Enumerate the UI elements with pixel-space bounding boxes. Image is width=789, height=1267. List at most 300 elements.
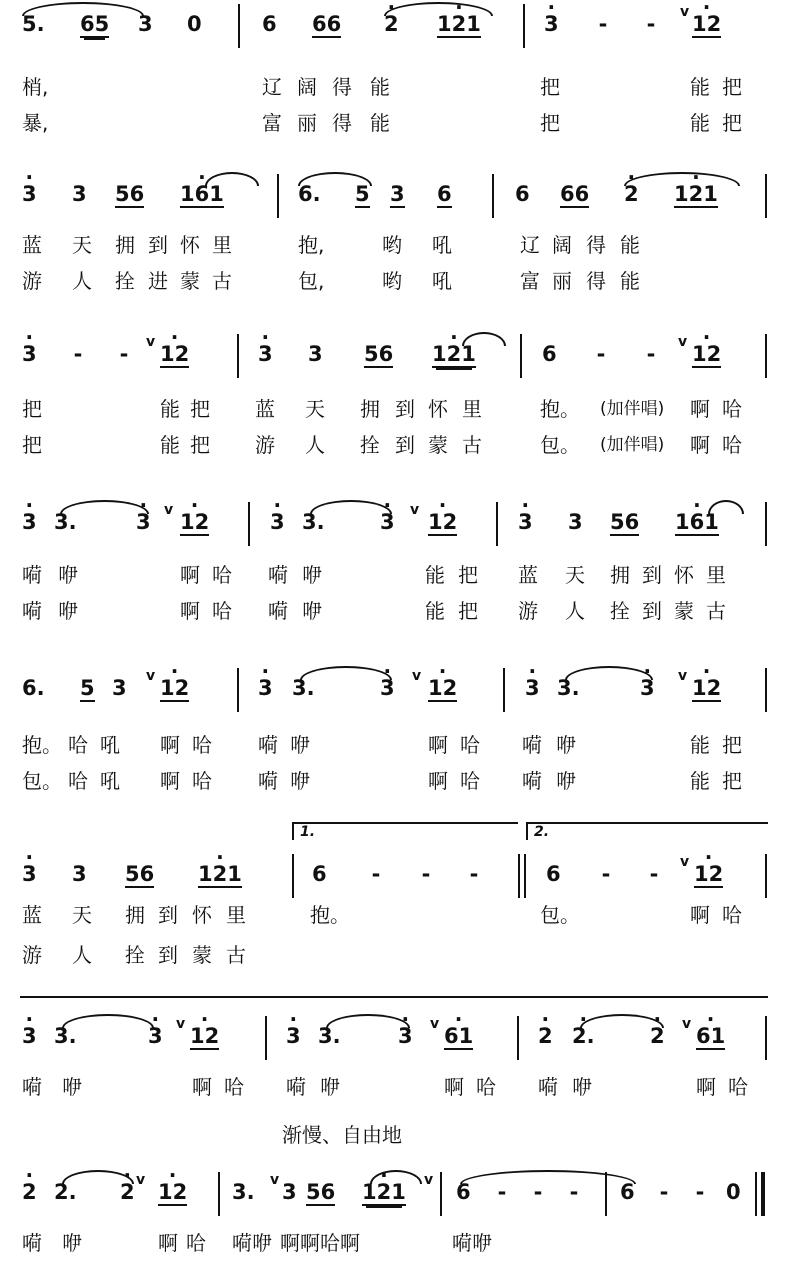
lyric: 咿 xyxy=(320,1075,340,1099)
lyric: 蒙 xyxy=(428,433,448,457)
note: · 12 xyxy=(694,862,723,888)
lyric: 游 xyxy=(22,943,42,967)
note: 6 xyxy=(515,182,530,206)
lyric: 啊 xyxy=(428,769,448,793)
note: · 3 xyxy=(380,510,395,534)
lyric: 咿 xyxy=(58,563,78,587)
lyric: 吼 xyxy=(432,269,452,293)
lyric: 嗬 xyxy=(22,599,42,623)
lyric: 啊 xyxy=(690,903,710,927)
note: · 12 xyxy=(158,1180,187,1206)
breath-mark: v xyxy=(412,668,422,684)
lyric: 把 xyxy=(722,75,742,99)
lyric: 拴 xyxy=(610,599,630,623)
note: 6 xyxy=(456,1180,471,1204)
lyric: 吼 xyxy=(432,233,452,257)
final-barline-thick xyxy=(761,1172,765,1216)
lyric: 把 xyxy=(190,397,210,421)
slur xyxy=(384,2,493,16)
lyric: 拥 xyxy=(360,397,380,421)
note: · 3 xyxy=(518,510,533,534)
lyric: 阔 xyxy=(552,233,572,257)
note: - xyxy=(659,1180,669,1204)
note: · 2 xyxy=(120,1180,135,1204)
lyric: 游 xyxy=(22,269,42,293)
lyric: 啊 xyxy=(428,733,448,757)
note: - xyxy=(569,1180,579,1204)
note: - xyxy=(371,862,381,886)
lyric: 把 xyxy=(722,733,742,757)
lyric: 富 xyxy=(262,111,282,135)
lyric: 啊 xyxy=(192,1075,212,1099)
slur xyxy=(462,332,506,346)
notation-row xyxy=(0,1168,789,1218)
notation-row xyxy=(0,330,789,380)
note: · 2 xyxy=(384,12,399,36)
note: 6. xyxy=(22,676,45,700)
notation-row xyxy=(0,850,789,900)
lyric: 咿 xyxy=(572,1075,592,1099)
note: - xyxy=(598,12,608,36)
lyric: 哈 xyxy=(212,599,232,623)
lyric: 到 xyxy=(395,397,415,421)
lyric: 拥 xyxy=(125,903,145,927)
breath-mark: v xyxy=(682,1016,692,1032)
note: · 12 xyxy=(160,676,189,702)
note: 3 xyxy=(282,1180,297,1204)
note: 3 xyxy=(72,862,87,886)
note: 5. xyxy=(22,12,45,36)
note: 6 xyxy=(312,862,327,886)
lyric: 蓝 xyxy=(22,233,42,257)
lyric: 哟 xyxy=(382,269,402,293)
barline xyxy=(523,4,525,48)
slur xyxy=(300,666,392,680)
slur xyxy=(565,666,653,680)
lyric: 里 xyxy=(212,233,232,257)
note: · 121 xyxy=(674,182,718,208)
notation-row xyxy=(0,0,789,50)
notation-row xyxy=(0,664,789,714)
lyric: 梢, xyxy=(22,75,49,99)
barline xyxy=(765,174,767,218)
lyric: 古 xyxy=(462,433,482,457)
lyric: 哈 xyxy=(722,903,742,927)
barline xyxy=(765,334,767,378)
note: 66 xyxy=(312,12,342,36)
lyric: 古 xyxy=(212,269,232,293)
lyric: 抱。 xyxy=(22,733,62,757)
lyric: 哈 xyxy=(728,1075,748,1099)
note: 0 xyxy=(187,12,202,36)
lyric: 嗬 xyxy=(286,1075,306,1099)
note: · 121 xyxy=(432,342,476,368)
note: · 61 xyxy=(696,1024,725,1050)
slur xyxy=(62,1014,154,1028)
lyric: 嗬 xyxy=(22,563,42,587)
lyric: 嗬 xyxy=(258,733,278,757)
lyric: 里 xyxy=(226,903,246,927)
lyric: 啊 xyxy=(180,599,200,623)
note: 0 xyxy=(726,1180,741,1204)
lyric: 咿 xyxy=(556,733,576,757)
lyric: 哈 xyxy=(212,563,232,587)
note: 3. xyxy=(302,510,325,534)
note: 6. xyxy=(298,182,321,206)
lyric: 咿 xyxy=(62,1075,82,1099)
lyric: 拴 xyxy=(115,269,135,293)
note: 2. xyxy=(54,1180,77,1204)
lyric: (加伴唱) xyxy=(600,435,665,455)
barline xyxy=(517,1016,519,1060)
note: · 2 xyxy=(650,1024,665,1048)
note: 6 xyxy=(262,12,277,36)
notation-row xyxy=(0,1012,789,1062)
lyric: 嗬咿 xyxy=(452,1231,492,1255)
note: 6 xyxy=(437,182,452,206)
lyric-row-verse-1 xyxy=(0,74,789,108)
slur xyxy=(60,500,149,514)
lyric: 哈 xyxy=(722,433,742,457)
breath-mark: v xyxy=(430,1016,440,1032)
lyric: 咿 xyxy=(302,599,322,623)
slur xyxy=(580,1014,664,1028)
lyric: 包。 xyxy=(540,433,580,457)
note: 3. xyxy=(54,510,77,534)
volta-2-label: 2. xyxy=(534,824,550,840)
note: - xyxy=(497,1180,507,1204)
lyric-row-verse-2 xyxy=(0,942,789,976)
lyric: 啊啊哈啊 xyxy=(280,1231,360,1255)
lyric: 哈 xyxy=(68,733,88,757)
barline xyxy=(765,502,767,546)
lyric: 啊 xyxy=(690,397,710,421)
lyric: 啊 xyxy=(160,769,180,793)
note: · 3 xyxy=(22,510,37,534)
note: 3 xyxy=(390,182,405,206)
lyric: 到 xyxy=(158,943,178,967)
barline xyxy=(292,854,294,898)
note: 65 xyxy=(80,12,110,36)
note: · 3 xyxy=(148,1024,163,1048)
note: · 161 xyxy=(675,510,719,536)
lyric: 咿 xyxy=(290,733,310,757)
lyric: 嗬 xyxy=(538,1075,558,1099)
slur xyxy=(22,2,144,16)
lyric: 到 xyxy=(642,563,662,587)
note: · 3 xyxy=(22,342,37,366)
lyric: 嗬 xyxy=(22,1075,42,1099)
barline xyxy=(520,334,522,378)
breath-mark: v xyxy=(176,1016,186,1032)
barline xyxy=(277,174,279,218)
final-barline-thin xyxy=(755,1172,757,1216)
lyric: 嗬 xyxy=(268,563,288,587)
barline xyxy=(440,1172,442,1216)
slur xyxy=(298,172,372,186)
note: - xyxy=(695,1180,705,1204)
lyric: 丽 xyxy=(552,269,572,293)
note: · 3 xyxy=(380,676,395,700)
lyric: 能 xyxy=(690,75,710,99)
lyric: 古 xyxy=(706,599,726,623)
lyric-row-verse-2 xyxy=(0,768,789,802)
lyric: 得 xyxy=(332,75,352,99)
lyric: 啊 xyxy=(690,433,710,457)
lyric: 能 xyxy=(690,769,710,793)
note: · 3 xyxy=(544,12,559,36)
lyric: 蒙 xyxy=(180,269,200,293)
lyric: 拴 xyxy=(125,943,145,967)
breath-mark: v xyxy=(164,502,174,518)
barline xyxy=(503,668,505,712)
lyric: 哈 xyxy=(476,1075,496,1099)
note: - xyxy=(646,12,656,36)
lyric: 吼 xyxy=(100,733,120,757)
lyric-row-verse-1 xyxy=(0,562,789,596)
note: - xyxy=(533,1180,543,1204)
note: · 3 xyxy=(22,182,37,206)
barline xyxy=(496,502,498,546)
note: · 2. xyxy=(572,1024,595,1048)
lyric: 里 xyxy=(462,397,482,421)
lyric-row-verse-1 xyxy=(0,732,789,766)
lyric: 啊 xyxy=(180,563,200,587)
lyric: 嗬 xyxy=(522,769,542,793)
breath-mark: v xyxy=(678,334,688,350)
lyric: 咿 xyxy=(302,563,322,587)
lyric: 抱。 xyxy=(540,397,580,421)
note: · 3 xyxy=(640,676,655,700)
lyric: 游 xyxy=(255,433,275,457)
lyric: 得 xyxy=(332,111,352,135)
lyric: 人 xyxy=(565,599,585,623)
lyric: 能 xyxy=(425,563,445,587)
lyric: 怀 xyxy=(428,397,448,421)
lyric: 拥 xyxy=(115,233,135,257)
lyric: 人 xyxy=(72,269,92,293)
note: - xyxy=(119,342,129,366)
note: 6 xyxy=(542,342,557,366)
note: 3 xyxy=(72,182,87,206)
lyric: 哈 xyxy=(192,769,212,793)
note: · 3 xyxy=(286,1024,301,1048)
lyric: 哈 xyxy=(224,1075,244,1099)
breath-mark: v xyxy=(424,1172,434,1188)
note: 66 xyxy=(560,182,590,206)
note: 3. xyxy=(557,676,580,700)
lyric: 咿 xyxy=(556,769,576,793)
lyric: 到 xyxy=(642,599,662,623)
slur xyxy=(708,500,744,514)
lyric: 哈 xyxy=(68,769,88,793)
note: · 3 xyxy=(258,676,273,700)
barline xyxy=(765,1016,767,1060)
note: · 12 xyxy=(692,676,721,702)
note: · 12 xyxy=(428,510,457,536)
note: · 3 xyxy=(136,510,151,534)
note: · 12 xyxy=(692,342,721,368)
slur xyxy=(460,1170,636,1184)
note: - xyxy=(469,862,479,886)
barline xyxy=(237,334,239,378)
lyric: 怀 xyxy=(180,233,200,257)
note: - xyxy=(596,342,606,366)
barline xyxy=(765,854,767,898)
note: · 12 xyxy=(428,676,457,702)
lyric: 嗬咿 xyxy=(232,1231,272,1255)
lyric: 哈 xyxy=(460,769,480,793)
lyric: 丽 xyxy=(297,111,317,135)
lyric: 哈 xyxy=(722,397,742,421)
notation-row xyxy=(0,170,789,220)
lyric: 包。 xyxy=(540,903,580,927)
note: 6 xyxy=(620,1180,635,1204)
lyric: 咿 xyxy=(62,1231,82,1255)
lyric: 啊 xyxy=(160,733,180,757)
note: · 161 xyxy=(180,182,224,208)
note: 5 xyxy=(355,182,370,206)
lyric: 把 xyxy=(22,397,42,421)
note: · 3 xyxy=(270,510,285,534)
barline xyxy=(492,174,494,218)
lyric: 把 xyxy=(22,433,42,457)
lyric: 把 xyxy=(540,75,560,99)
lyric: 能 xyxy=(620,233,640,257)
note: · 3 xyxy=(22,1024,37,1048)
note: 3. xyxy=(292,676,315,700)
notation-row xyxy=(0,498,789,548)
note: 3 xyxy=(308,342,323,366)
barline xyxy=(237,668,239,712)
lyric: 能 xyxy=(370,75,390,99)
lyric: 能 xyxy=(690,111,710,135)
note: 56 xyxy=(610,510,640,534)
lyric: 拥 xyxy=(610,563,630,587)
note: · 2 xyxy=(22,1180,37,1204)
breath-mark: v xyxy=(270,1172,280,1188)
lyric-row-verse-2 xyxy=(0,432,789,466)
note: · 3 xyxy=(258,342,273,366)
note: - xyxy=(601,862,611,886)
lyric-row-verse-2 xyxy=(0,598,789,632)
lyric: 古 xyxy=(226,943,246,967)
lyric: 拴 xyxy=(360,433,380,457)
slur xyxy=(370,1170,422,1184)
note: 6 xyxy=(546,862,561,886)
breath-mark: v xyxy=(136,1172,146,1188)
lyric-row-verse-2 xyxy=(0,110,789,144)
lyric-row-verse-1 xyxy=(0,396,789,430)
lyric: 怀 xyxy=(192,903,212,927)
note: · 121 xyxy=(198,862,242,888)
tempo-marking: 渐慢、自由地 xyxy=(282,1123,402,1147)
lyric: (加伴唱) xyxy=(600,399,665,419)
lyric: 能 xyxy=(620,269,640,293)
breath-mark: v xyxy=(146,668,156,684)
lyric: 人 xyxy=(305,433,325,457)
lyric: 怀 xyxy=(674,563,694,587)
lyric: 包。 xyxy=(22,769,62,793)
lyric: 能 xyxy=(160,397,180,421)
lyric: 把 xyxy=(722,769,742,793)
barline xyxy=(218,1172,220,1216)
lyric: 把 xyxy=(458,563,478,587)
note: - xyxy=(73,342,83,366)
lyric: 把 xyxy=(540,111,560,135)
lyric: 阔 xyxy=(297,75,317,99)
note: · 12 xyxy=(190,1024,219,1050)
breath-mark: v xyxy=(680,4,690,20)
lyric: 嗬 xyxy=(258,769,278,793)
lyric: 哈 xyxy=(186,1231,206,1255)
lyric: 哟 xyxy=(382,233,402,257)
lyric-row-verse-1 xyxy=(0,1230,789,1264)
lyric: 能 xyxy=(690,733,710,757)
note: - xyxy=(649,862,659,886)
note: · 121 xyxy=(437,12,481,38)
lyric-row-verse-1 xyxy=(0,232,789,266)
section-divider xyxy=(20,996,768,998)
lyric: 吼 xyxy=(100,769,120,793)
lyric: 人 xyxy=(72,943,92,967)
lyric: 把 xyxy=(458,599,478,623)
note: 3. xyxy=(318,1024,341,1048)
note: 3 xyxy=(112,676,127,700)
lyric: 天 xyxy=(72,903,92,927)
lyric: 嗬 xyxy=(268,599,288,623)
lyric: 辽 xyxy=(262,75,282,99)
lyric: 哈 xyxy=(460,733,480,757)
lyric: 啊 xyxy=(696,1075,716,1099)
note: · 121 xyxy=(362,1180,406,1206)
note: 3 xyxy=(568,510,583,534)
lyric: 咿 xyxy=(290,769,310,793)
lyric: 哈 xyxy=(192,733,212,757)
lyric: 嗬 xyxy=(522,733,542,757)
volta-2-bracket xyxy=(526,822,768,824)
lyric: 富 xyxy=(520,269,540,293)
note: 5 xyxy=(80,676,95,700)
lyric: 天 xyxy=(565,563,585,587)
lyric: 暴, xyxy=(22,111,49,135)
note: 56 xyxy=(364,342,394,366)
lyric: 抱。 xyxy=(310,903,350,927)
lyric: 游 xyxy=(518,599,538,623)
lyric: 嗬 xyxy=(22,1231,42,1255)
lyric-row-verse-1 xyxy=(0,1074,789,1108)
note: · 12 xyxy=(180,510,209,536)
lyric: 能 xyxy=(370,111,390,135)
volta-1-bracket xyxy=(292,822,518,824)
note: - xyxy=(646,342,656,366)
lyric: 包, xyxy=(298,269,325,293)
note: · 2 xyxy=(538,1024,553,1048)
lyric: 把 xyxy=(190,433,210,457)
lyric: 啊 xyxy=(444,1075,464,1099)
note: 56 xyxy=(125,862,155,886)
barline xyxy=(238,4,240,48)
lyric: 蒙 xyxy=(192,943,212,967)
lyric: 能 xyxy=(425,599,445,623)
lyric: 啊 xyxy=(158,1231,178,1255)
note: · 3 xyxy=(398,1024,413,1048)
breath-mark: v xyxy=(146,334,156,350)
lyric: 到 xyxy=(158,903,178,927)
lyric: 天 xyxy=(72,233,92,257)
lyric: 天 xyxy=(305,397,325,421)
note: · 3 xyxy=(22,862,37,886)
